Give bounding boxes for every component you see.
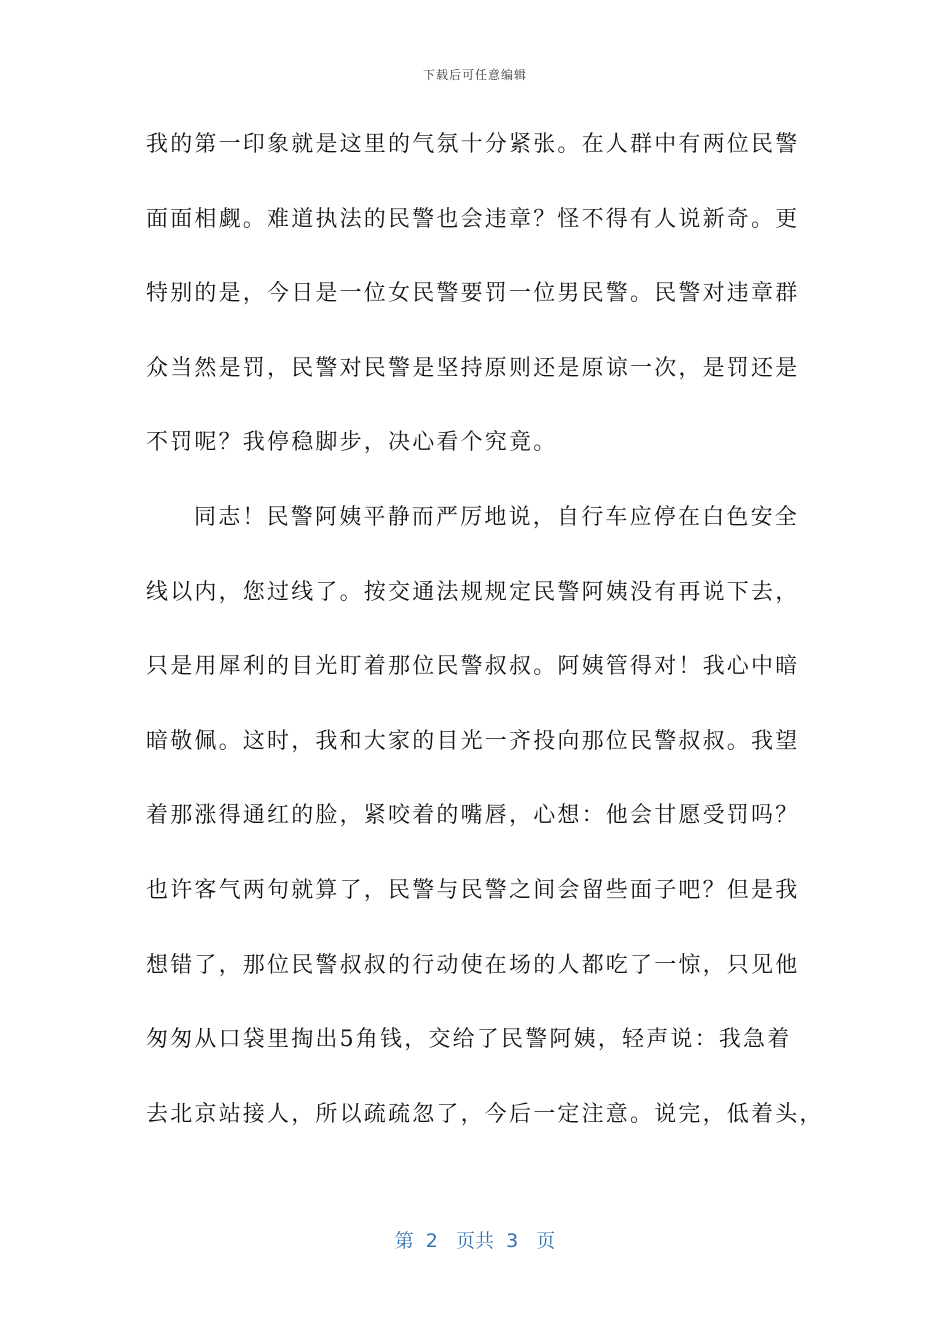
text-line: 不罚呢？我停稳脚步，决心看个究竟。: [146, 430, 558, 456]
text-line: 暗敬佩。这时，我和大家的目光一齐投向那位民警叔叔。我望: [146, 728, 800, 754]
page-number-footer: 第 2 页共 3 页: [394, 1230, 556, 1252]
text-line: 匆匆从口袋里掏出5角钱，交给了民警阿姨，轻声说：我急着: [146, 1027, 792, 1053]
text-line: 特别的是，今日是一位女民警要罚一位男民警。民警对违章群: [146, 281, 800, 307]
text-line: 也许客气两句就算了，民警与民警之间会留些面子吧？但是我: [146, 877, 800, 903]
document-body: [146, 120, 824, 1164]
text-line: 着那涨得通红的脸，紧咬着的嘴唇，心想：他会甘愿受罚吗？: [146, 803, 800, 829]
page-header: 下载后可任意编辑: [422, 68, 527, 82]
text-line: 去北京站接人，所以疏疏忽了，今后一定注意。说完，低着头，: [146, 1101, 824, 1127]
text-line: 我的第一印象就是这里的气氛十分紧张。在人群中有两位民警: [146, 132, 800, 157]
text-line: 线以内，您过线了。按交通法规规定民警阿姨没有再说下去，: [146, 579, 800, 605]
text-line: 只是用犀利的目光盯着那位民警叔叔。阿姨管得对！我心中暗: [146, 654, 800, 680]
paragraph-start-line: 同志！民警阿姨平静而严厉地说，自行车应停在白色安全: [194, 504, 800, 530]
text-line: 面面相觑。难道执法的民警也会违章？怪不得有人说新奇。更: [146, 206, 800, 232]
text-line: 众当然是罚，民警对民警是坚持原则还是原谅一次，是罚还是: [146, 355, 800, 381]
text-line: 想错了，那位民警叔叔的行动使在场的人都吃了一惊，只见他: [146, 952, 800, 978]
